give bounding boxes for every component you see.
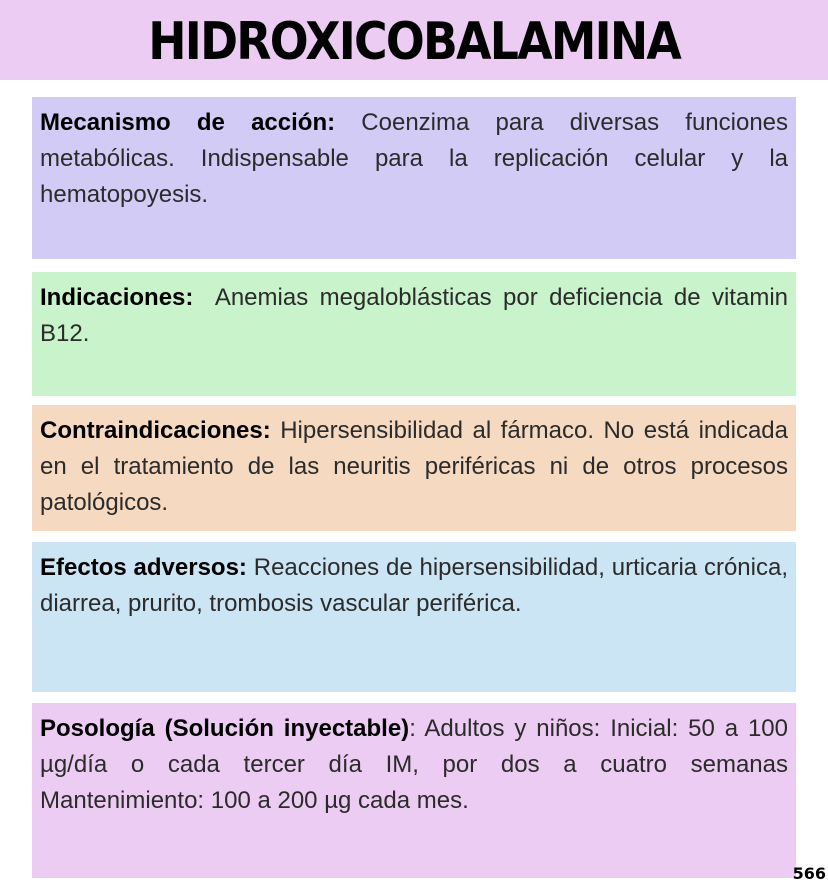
section-label: Contraindicaciones: [40, 417, 271, 444]
section-text: Hipersensibilidad al fármaco. No está indicada en el tratamiento de las neuritis periféricas ni de otros procesos patológicos. [40, 417, 788, 516]
page-number: 566 [792, 864, 826, 883]
section-posologia [32, 703, 796, 878]
section-label: Posología (Solución inyectable) [40, 715, 410, 742]
title-bar [0, 0, 828, 80]
section-label: Indicaciones: [40, 284, 194, 311]
section-efectos-adversos [32, 542, 796, 692]
section-contraindicaciones [32, 405, 796, 531]
section-label: Efectos adversos: [40, 554, 247, 581]
section-text: Anemias megaloblásticas por deficiencia de vitamin B12. [40, 284, 795, 347]
section-indicaciones [32, 272, 796, 396]
section-mecanismo-de-accion [32, 97, 796, 259]
section-text: : Adultos y niños: Inicial: 50 a 100 µg/día o cada tercer día IM, por dos a cuatro semanas Mantenimiento: 100 a 200 µg cada mes. [40, 715, 789, 814]
page-title: HIDROXICOBALAMINA [148, 12, 680, 72]
section-label: Mecanismo de acción: [40, 109, 336, 136]
section-text: Reacciones de hipersensibilidad, urticaria crónica, diarrea, prurito, trombosis vascular periférica. [40, 554, 788, 617]
section-text: Coenzima para diversas funciones metabólicas. Indispensable para la replicación celular y la hematopoyesis. [40, 109, 789, 208]
